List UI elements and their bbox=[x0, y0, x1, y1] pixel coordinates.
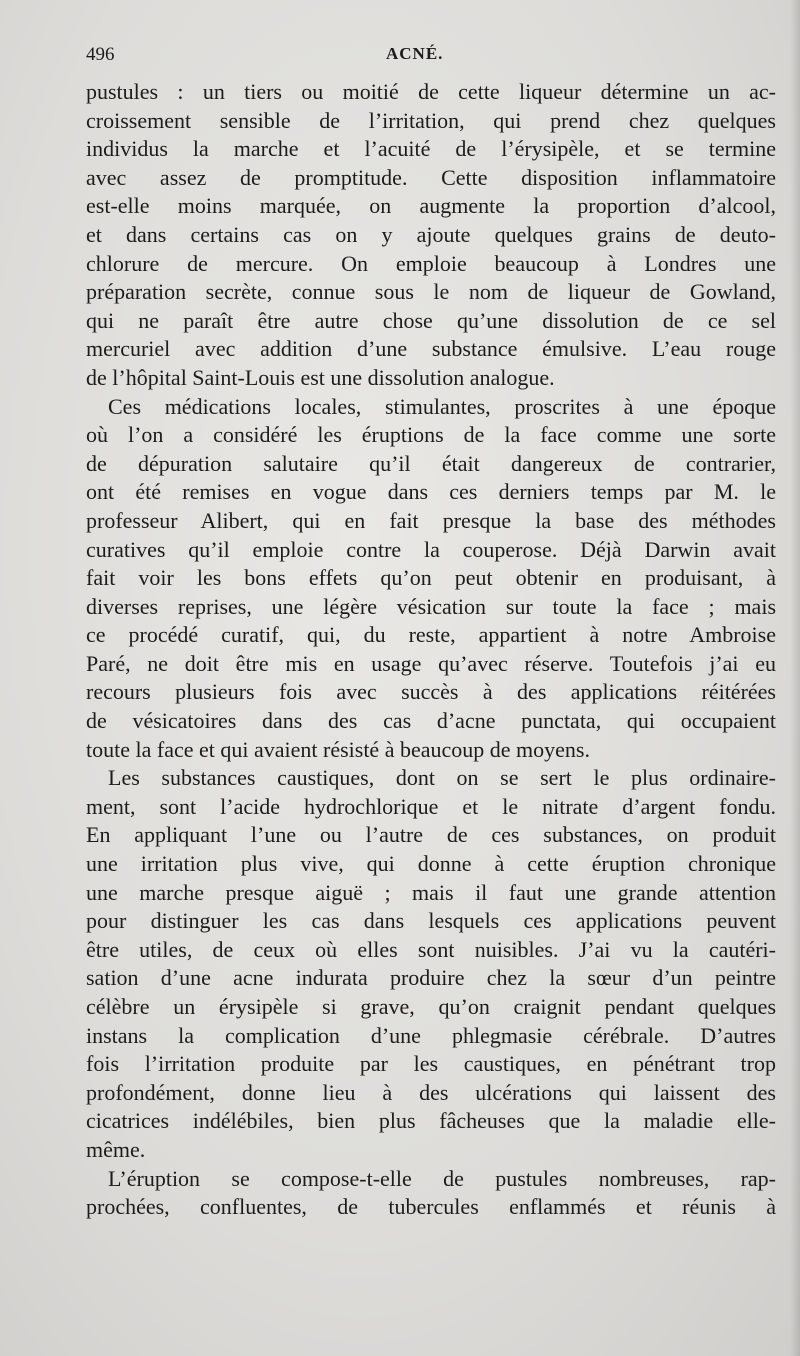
text-line: une marche presque aiguë ; mais il faut une grande attention bbox=[86, 879, 776, 905]
text-line: croissement sensible de l’irritation, qui prend chez quelques bbox=[86, 107, 776, 133]
text-line: mercuriel avec addition d’une substance émulsive. L’eau rouge bbox=[86, 336, 776, 362]
text-line: L’éruption se compose-t-elle de pustules nombreuses, rap- bbox=[108, 1165, 776, 1191]
text-line: fait voir les bons effets qu’on peut obtenir en produisant, à bbox=[86, 565, 776, 591]
text-line: avec assez de promptitude. Cette disposition inflammatoire bbox=[86, 164, 776, 190]
text-line: prochées, confluentes, de tubercules enflammés et réunis à bbox=[86, 1194, 776, 1220]
text-line: même. bbox=[86, 1136, 146, 1162]
text-line: cicatrices indélébiles, bien plus fâcheuses que la maladie elle- bbox=[86, 1108, 776, 1134]
text-line: toute la face et qui avaient résisté à beaucoup de moyens. bbox=[86, 736, 590, 762]
running-head: ACNÉ. bbox=[386, 44, 444, 63]
text-line: préparation secrète, connue sous le nom de liqueur de Gowland, bbox=[86, 279, 776, 305]
text-line: de dépuration salutaire qu’il était dangereux de contrarier, bbox=[86, 450, 776, 476]
text-line: chlorure de mercure. On emploie beaucoup à Londres une bbox=[86, 250, 776, 276]
text-line: instans la complication d’une phlegmasie cérébrale. D’autres bbox=[86, 1022, 776, 1048]
page-number: 496 bbox=[86, 44, 115, 65]
page-header bbox=[86, 44, 776, 74]
text-line: En appliquant l’une ou l’autre de ces substances, on produit bbox=[86, 822, 776, 848]
text-line: curatives qu’il emploie contre la couperose. Déjà Darwin avait bbox=[86, 536, 776, 562]
text-line: de vésicatoires dans des cas d’acne punctata, qui occupaient bbox=[86, 708, 776, 734]
body-text bbox=[86, 78, 776, 1222]
text-line: individus la marche et l’acuité de l’érysipèle, et se termine bbox=[86, 136, 776, 162]
text-line: Ces médications locales, stimulantes, proscrites à une époque bbox=[108, 393, 776, 419]
text-line: ment, sont l’acide hydrochlorique et le nitrate d’argent fondu. bbox=[86, 793, 776, 819]
text-line: qui ne paraît être autre chose qu’une dissolution de ce sel bbox=[86, 307, 776, 333]
text-line: professeur Alibert, qui en fait presque la base des méthodes bbox=[86, 507, 776, 533]
text-line: être utiles, de ceux où elles sont nuisibles. J’ai vu la cautéri- bbox=[86, 936, 776, 962]
page-gutter-shadow bbox=[790, 0, 800, 1356]
text-line: pustules : un tiers ou moitié de cette liqueur détermine un ac- bbox=[86, 79, 776, 104]
text-line: profondément, donne lieu à des ulcérations qui laissent des bbox=[86, 1079, 776, 1105]
text-line: recours plusieurs fois avec succès à des applications réitérées bbox=[86, 679, 776, 705]
text-line: ont été remises en vogue dans ces derniers temps par M. le bbox=[86, 479, 776, 505]
text-line: et dans certains cas on y ajoute quelques grains de deuto- bbox=[86, 221, 776, 247]
text-line: une irritation plus vive, qui donne à cette éruption chronique bbox=[86, 851, 776, 877]
text-line: pour distinguer les cas dans lesquels ces applications peuvent bbox=[86, 908, 776, 934]
text-line: Paré, ne doit être mis en usage qu’avec réserve. Toutefois j’ai eu bbox=[86, 650, 776, 676]
text-line: sation d’une acne indurata produire chez la sœur d’un peintre bbox=[86, 965, 776, 991]
text-line: Les substances caustiques, dont on se sert le plus ordinaire- bbox=[108, 765, 776, 791]
text-line: ce procédé curatif, qui, du reste, appartient à notre Ambroise bbox=[86, 622, 776, 648]
text-line: est-elle moins marquée, on augmente la proportion d’alcool, bbox=[86, 193, 776, 219]
text-line: diverses reprises, une légère vésication sur toute la face ; mais bbox=[86, 593, 776, 619]
text-line: de l’hôpital Saint-Louis est une dissolution analogue. bbox=[86, 364, 555, 390]
text-line: où l’on a considéré les éruptions de la face comme une sorte bbox=[86, 422, 776, 448]
text-line: fois l’irritation produite par les caustiques, en pénétrant trop bbox=[86, 1051, 776, 1077]
text-line: célèbre un érysipèle si grave, qu’on craignit pendant quelques bbox=[86, 994, 776, 1019]
